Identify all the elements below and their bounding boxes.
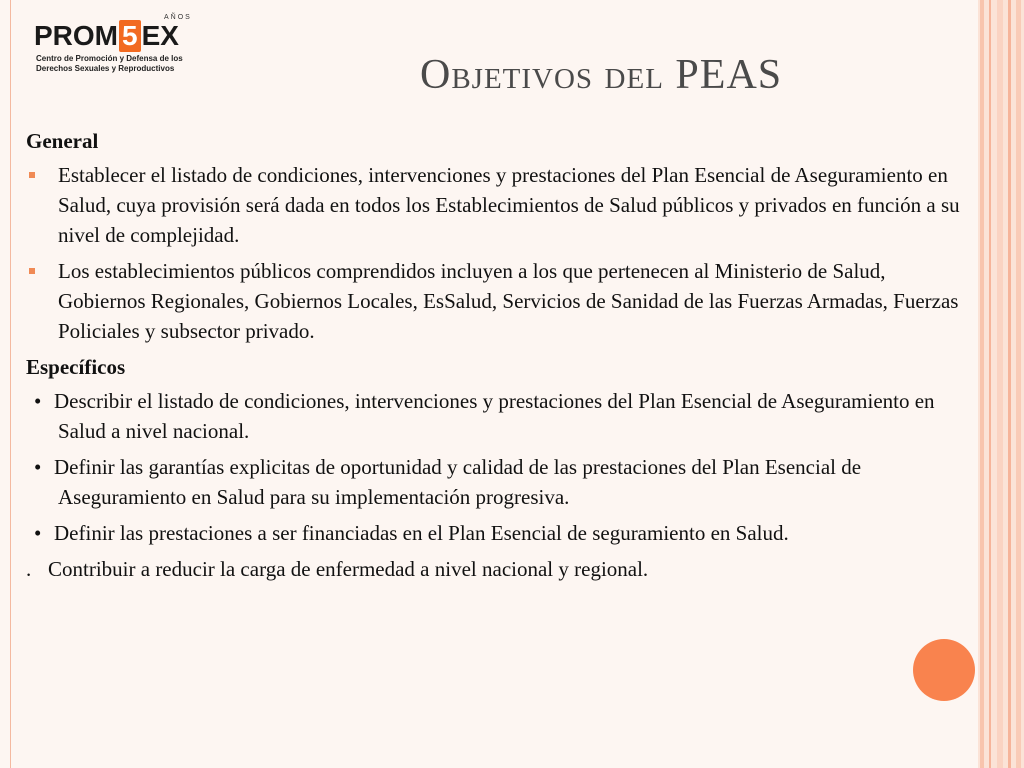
right-stripe bbox=[980, 0, 984, 768]
general-item bbox=[26, 256, 976, 346]
logo-five-badge: 5 bbox=[119, 20, 141, 52]
left-decorative-rule bbox=[10, 0, 11, 768]
slide-title: Objetivos del PEAS bbox=[420, 52, 783, 98]
promsex-logo bbox=[34, 14, 204, 84]
decorative-orange-circle bbox=[913, 639, 975, 701]
period-marker: . bbox=[26, 557, 32, 581]
logo-wordmark bbox=[34, 20, 179, 52]
dot-bullet-icon: • bbox=[34, 521, 42, 545]
logo-tagline-line1: Centro de Promoción y Defensa de los bbox=[36, 54, 183, 63]
dot-bullet-icon: • bbox=[34, 455, 42, 479]
dot-bullet-icon: • bbox=[34, 389, 42, 413]
square-bullet-icon bbox=[29, 172, 35, 178]
general-item-text: Establecer el listado de condiciones, intervenciones y prestaciones del Plan Esencial de Aseguramiento en Salud, cuya provisión será dada en todos los Establecimientos de Salud públicos y privados en función a su nivel de complejidad. bbox=[58, 163, 960, 247]
logo-word-prefix: PROM bbox=[34, 20, 118, 51]
right-stripe bbox=[997, 0, 1003, 768]
square-bullet-icon bbox=[29, 268, 35, 274]
especificos-item bbox=[26, 386, 976, 446]
especificos-item-text: Definir las prestaciones a ser financiadas en el Plan Esencial de seguramiento en Salud. bbox=[54, 521, 789, 545]
especificos-item bbox=[26, 518, 976, 548]
logo-tagline bbox=[36, 54, 206, 74]
general-heading: General bbox=[26, 129, 99, 153]
right-stripe bbox=[1008, 0, 1011, 768]
especificos-item-text: Contribuir a reducir la carga de enfermedad a nivel nacional y regional. bbox=[48, 557, 649, 581]
logo-tagline-line2: Derechos Sexuales y Reproductivos bbox=[36, 64, 175, 73]
especificos-heading: Específicos bbox=[26, 355, 126, 379]
right-stripe bbox=[1016, 0, 1021, 768]
especificos-item-text: Definir las garantías explicitas de oportunidad y calidad de las prestaciones del Plan Esencial de Aseguramiento en Salud para su implementación progresiva. bbox=[54, 455, 862, 509]
especificos-item bbox=[26, 554, 976, 584]
general-item-text: Los establecimientos públicos comprendidos incluyen a los que pertenecen al Ministerio de Salud, Gobiernos Regionales, Gobiernos Locales, EsSalud, Servicios de Sanidad de las Fuerzas Armadas, Fuerzas Policiales y subsector privado. bbox=[58, 259, 959, 343]
logo-anos: AÑOS bbox=[164, 14, 192, 21]
right-stripe bbox=[989, 0, 991, 768]
logo-word-suffix: EX bbox=[141, 20, 179, 51]
especificos-item bbox=[26, 452, 976, 512]
general-item bbox=[26, 160, 976, 250]
slide-body bbox=[26, 126, 976, 590]
especificos-item-text: Describir el listado de condiciones, intervenciones y prestaciones del Plan Esencial de Aseguramiento en Salud a nivel nacional. bbox=[54, 389, 935, 443]
